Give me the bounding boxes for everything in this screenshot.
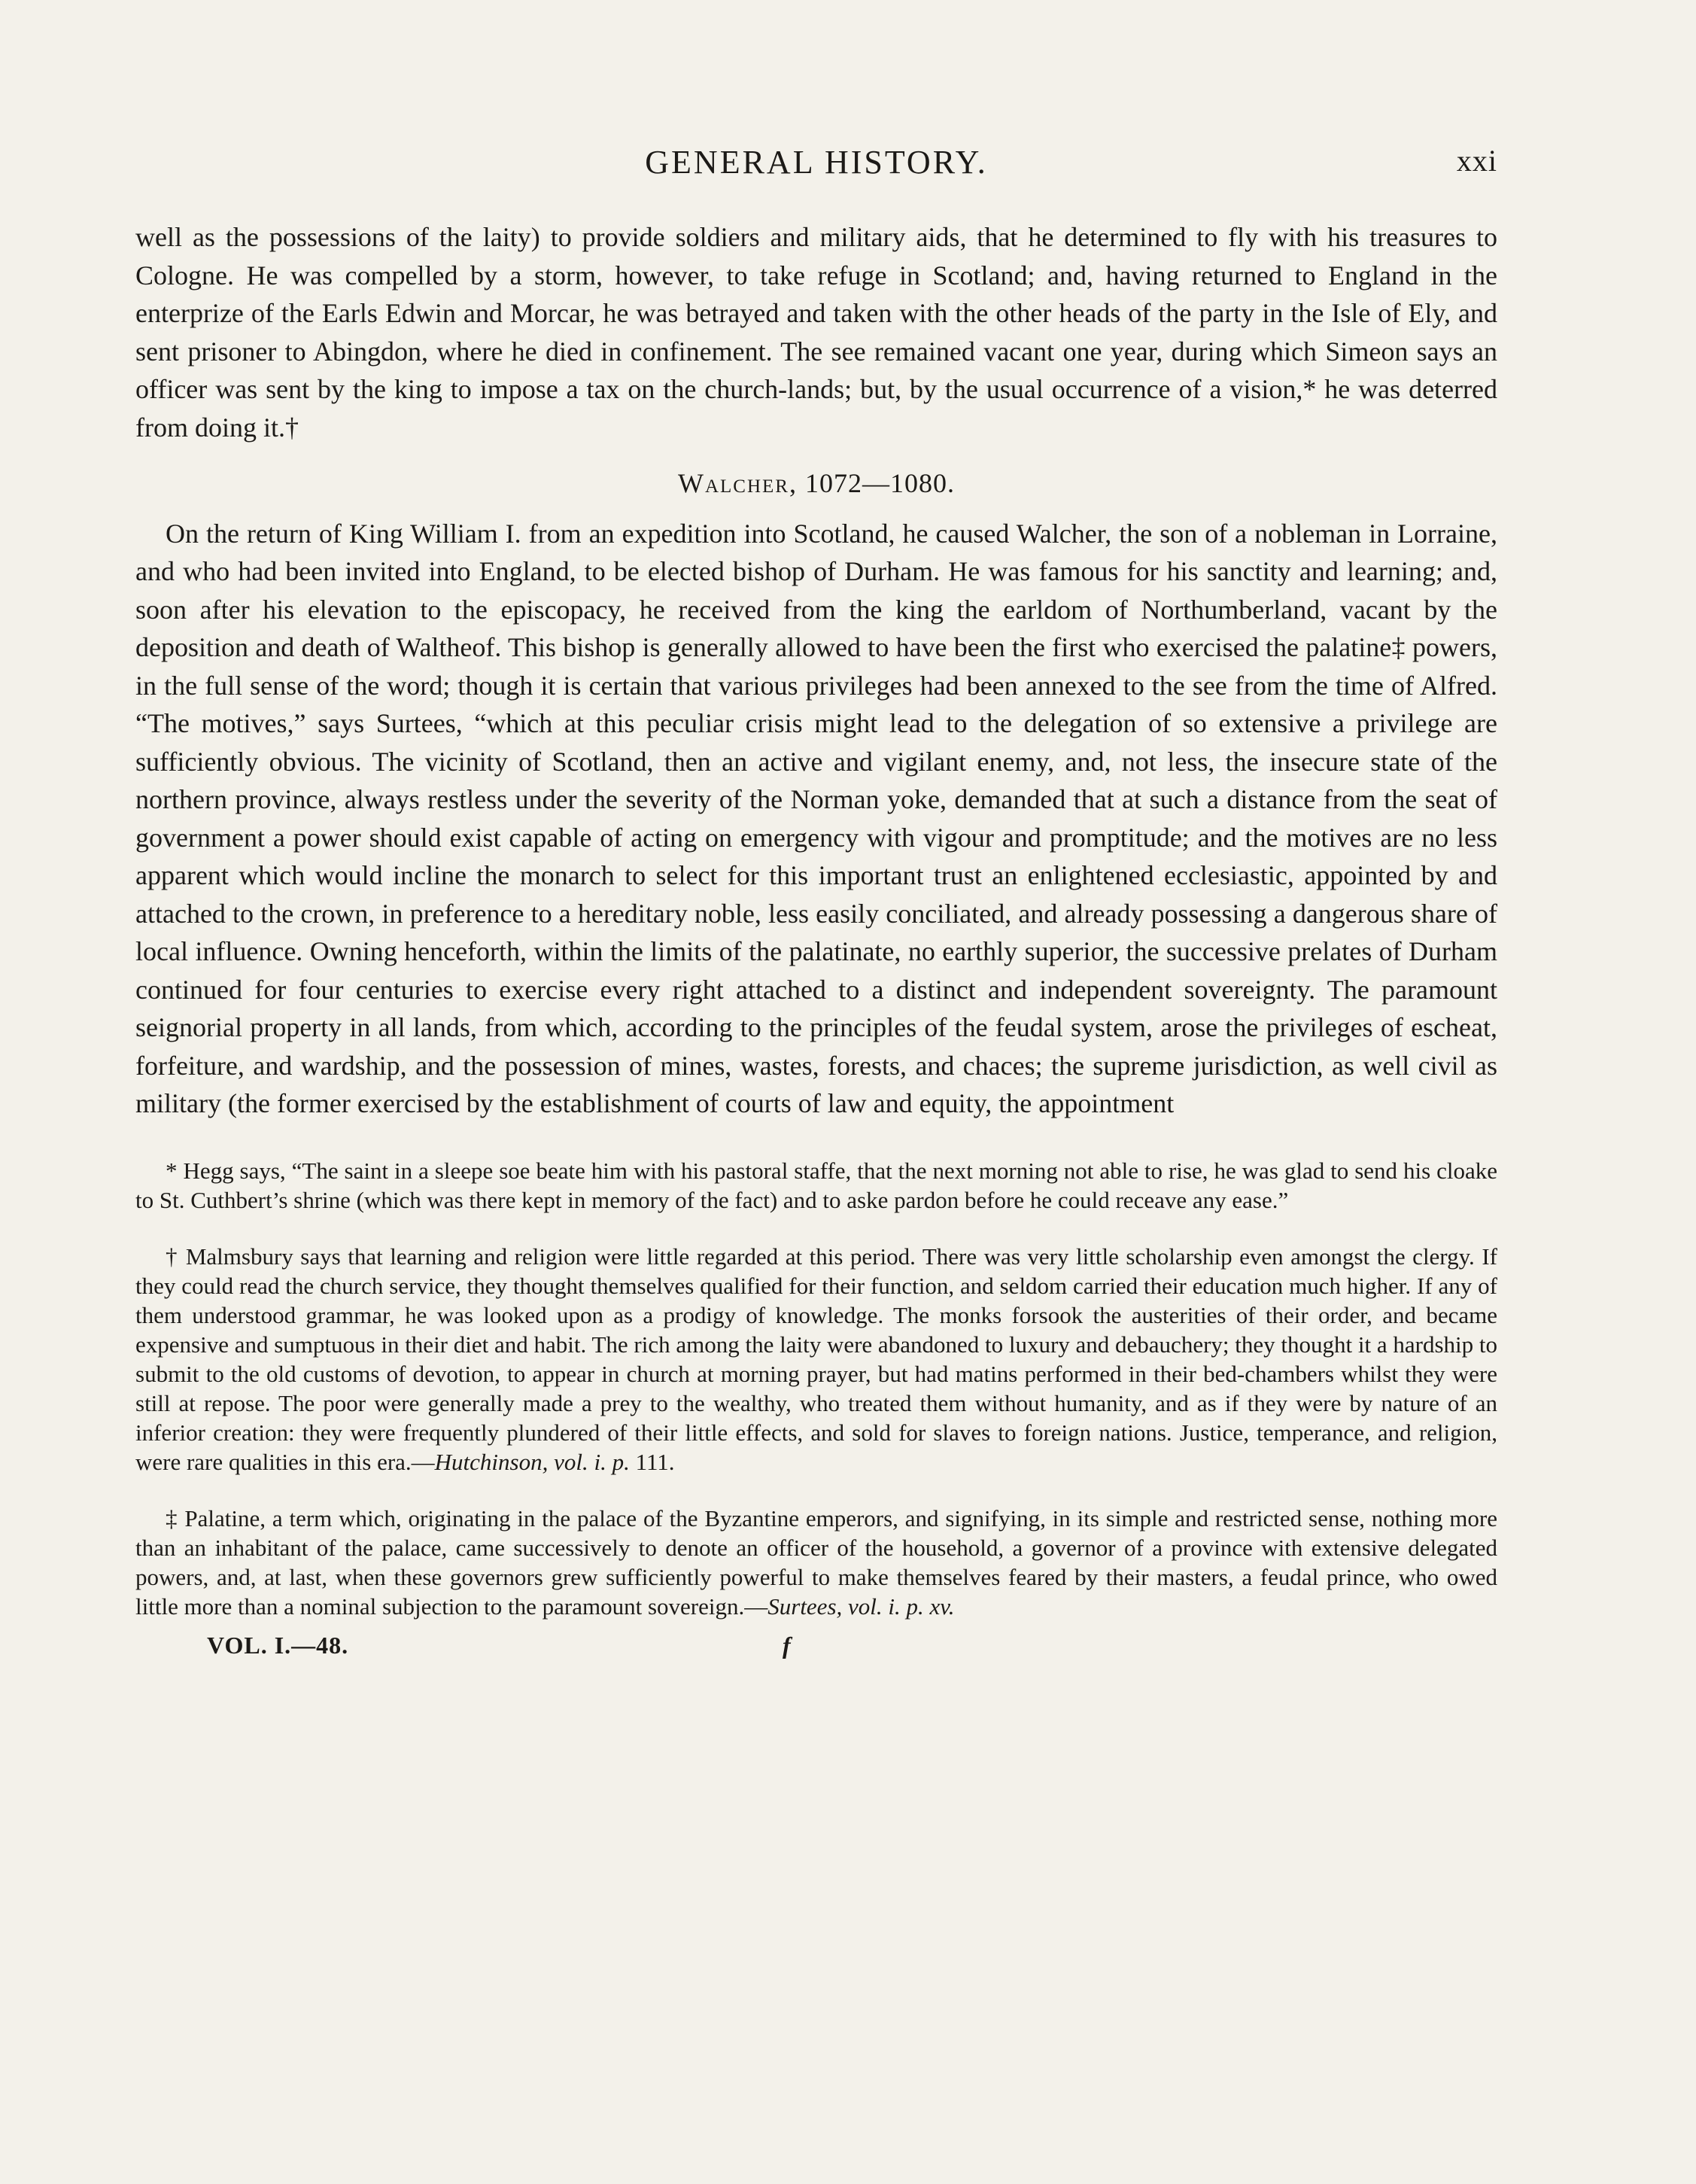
footnotes	[135, 1156, 1497, 1621]
running-header	[135, 143, 1497, 188]
footnote-dagger-text: † Malmsbury says that learning and religion were little regarded at this period. There was very little scholarship even amongst the clergy. If they could read the church service, they thought themselves qualified for their function, and seldom carried their education much higher. If any of them understood grammar, he was looked upon as a prodigy of knowledge. The monks forsook the austerities of their order, and became expensive and sumptuous in their diet and habit. The rich among the laity were abandoned to luxury and debauchery; they thought it a hardship to submit to the old customs of devotion, to appear in church at morning prayer, but had matins performed in their bed-chambers whilst they were still at repose. The poor were generally made a prey to the wealthy, who treated them without humanity, and as if they were by nature of an inferior creation: they were frequently plundered of their little effects, and sold for slaves to foreign nations. Justice, temperance, and religion, were rare qualities in this era.—	[135, 1243, 1497, 1475]
main-text	[135, 218, 1497, 1123]
section-heading-name: Walcher,	[678, 468, 798, 498]
footnote-dagger-page: 111.	[629, 1448, 675, 1475]
book-page	[135, 143, 1497, 1669]
paragraph-continued: well as the possessions of the laity) to provide soldiers and military aids, that he determined to fly with his treasures to Cologne. He was compelled by a storm, however, to take refuge in Scotland; and, having returned to England in the enterprize of the Earls Edwin and Morcar, he was betrayed and taken with the other heads of the party in the Isle of Ely, and sent prisoner to Abingdon, where he died in confinement. The see remained vacant one year, during which Simeon says an officer was sent by the king to impose a tax on the church-lands; but, by the usual occurrence of a vision,* he was deterred from doing it.†	[135, 222, 1497, 443]
footnote-dagger-citation: Hutchinson, vol. i. p.	[434, 1448, 630, 1475]
footnote-double-dagger	[135, 1504, 1497, 1621]
signature-mark: f	[783, 1631, 791, 1659]
footnote-double-dagger-text: ‡ Palatine, a term which, originating in the palace of the Byzantine emperors, and signifying, in its simple and restricted sense, nothing more than an inhabitant of the palace, came successively to denote an officer of the household, a governor of a province with extensive delegated powers, and, at last, when these governors grew sufficiently powerful to make themselves feared by their masters, a feudal prince, who owed little more than a nominal subjection to the paramount sovereign.—	[135, 1504, 1497, 1620]
section-heading	[135, 464, 1497, 503]
footnote-dagger	[135, 1242, 1497, 1477]
footnote-asterisk: * Hegg says, “The saint in a sleepe soe beate him with his pastoral staffe, that the next morning not able to rise, he was glad to send his cloake to St. Cuthbert’s shrine (which was there kept in memory of the fact) and to aske pardon before he could receave any ease.”	[135, 1157, 1497, 1213]
paragraph-walcher: On the return of King William I. from an expedition into Scotland, he caused Walcher, the son of a nobleman in Lorraine, and who had been invited into England, to be elected bishop of Durham. He was famous for his sanctity and learning; and, soon after his elevation to the episcopacy, he received from the king the earldom of Northumberland, vacant by the deposition and death of Waltheof. This bishop is generally allowed to have been the first who exercised the palatine‡ powers, in the full sense of the word; though it is certain that various privileges had been annexed to the see from the time of Alfred. “The motives,” says Surtees, “which at this peculiar crisis might lead to the delegation of so extensive a privilege are sufficiently obvious. The vicinity of Scotland, then an active and vigilant enemy, and, not less, the insecure state of the northern province, always restless under the severity of the Norman yoke, demanded that at such a distance from the seat of government a power should exist capable of acting on emergency with vigour and promptitude; and the motives are no less apparent which would incline the monarch to select for this important trust an enlightened ecclesiastic, appointed by and attached to the crown, in preference to a hereditary noble, less easily conciliated, and already possessing a dangerous share of local influence. Owning henceforth, within the limits of the palatinate, no earthly superior, the successive prelates of Durham continued for four centuries to exercise every right attached to a distinct and independent sovereignty. The paramount seignorial property in all lands, from which, according to the principles of the feudal system, arose the privileges of escheat, forfeiture, and wardship, and the possession of mines, wastes, forests, and chaces; the supreme jurisdiction, as well civil as military (the former exercised by the establishment of courts of law and equity, the appointment	[135, 518, 1497, 1118]
volume-mark: VOL. I.—48.	[207, 1631, 349, 1659]
page-footer	[135, 1632, 1497, 1669]
page-number: xxi	[1456, 144, 1497, 178]
section-heading-years: 1072—1080.	[804, 468, 955, 498]
running-title: GENERAL HISTORY.	[645, 144, 988, 181]
footnote-double-dagger-citation: Surtees, vol. i. p. xv.	[767, 1592, 955, 1620]
